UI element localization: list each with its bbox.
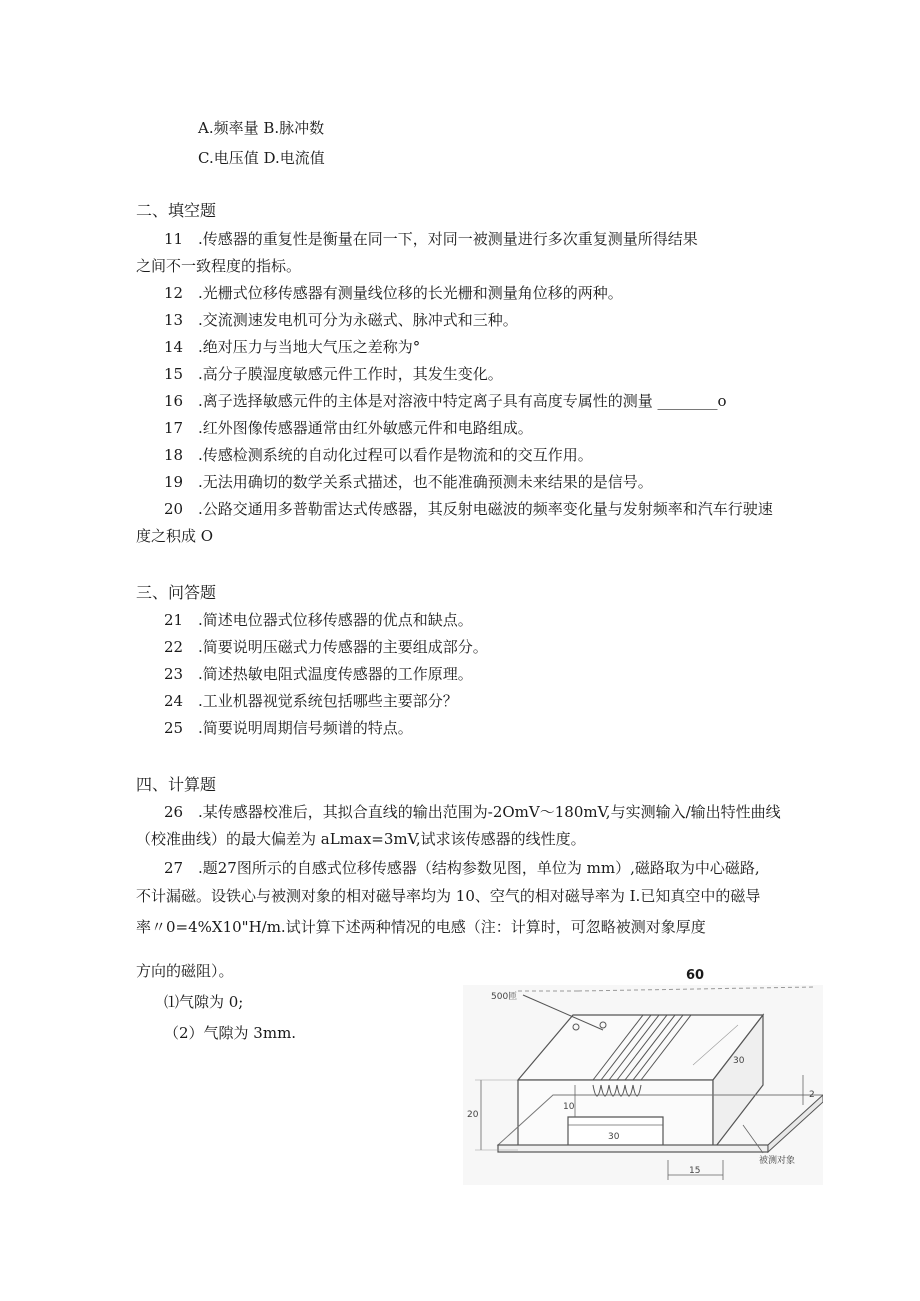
dimension-20: 20 bbox=[467, 1110, 479, 1120]
choice-line-ab: A.频率量 B.脉冲数 bbox=[198, 119, 325, 137]
question-number: 24 bbox=[164, 692, 184, 710]
question-text: .光栅式位移传感器有测量线位移的长光栅和测量角位移的两种。 bbox=[198, 284, 623, 302]
question-26 bbox=[164, 802, 781, 822]
question-27-line4: 方向的磁阻）。 bbox=[136, 962, 234, 980]
question-25 bbox=[164, 718, 413, 738]
question-number: 17 bbox=[164, 419, 184, 437]
question-12 bbox=[164, 283, 623, 303]
choice-line-cd: C.电压值 D.电流值 bbox=[198, 149, 325, 167]
question-number: 22 bbox=[164, 638, 184, 656]
question-number: 27 bbox=[164, 859, 184, 877]
question-27-case2: （2）气隙为 3mm. bbox=[164, 1024, 297, 1042]
question-27-case1: ⑴气隙为 0; bbox=[164, 993, 244, 1011]
question-number: 26 bbox=[164, 803, 184, 821]
question-15 bbox=[164, 364, 503, 384]
question-number: 25 bbox=[164, 719, 184, 737]
section-title-calc: 四、计算题 bbox=[136, 775, 217, 794]
question-26-continued: （校准曲线）的最大偏差为 aLmax=3mV,试求该传感器的线性度。 bbox=[136, 830, 586, 848]
question-text: .交流测速发电机可分为永磁式、脉冲式和三种。 bbox=[198, 311, 518, 329]
question-16 bbox=[164, 391, 727, 411]
question-text: .简要说明周期信号频谱的特点。 bbox=[198, 719, 413, 737]
question-text: .简要说明压磁式力传感器的主要组成部分。 bbox=[198, 638, 488, 656]
dimension-15: 15 bbox=[689, 1166, 701, 1176]
question-number: 20 bbox=[164, 500, 184, 518]
question-24 bbox=[164, 691, 458, 711]
figure-top-dimension: 60 bbox=[686, 968, 705, 983]
question-23 bbox=[164, 664, 473, 684]
question-text: .绝对压力与当地大气压之差称为° bbox=[198, 338, 421, 356]
question-text: .题27图所示的自感式位移传感器（结构参数见图，单位为 mm）,磁路取为中心磁路, bbox=[198, 859, 760, 877]
question-21 bbox=[164, 610, 473, 630]
question-text: .传感器的重复性是衡量在同一下，对同一被测量进行多次重复测量所得结果 bbox=[198, 230, 698, 248]
question-27 bbox=[164, 858, 760, 878]
question-27-line3: 率〃0=4%X10"H/m.试计算下述两种情况的电感（注：计算时，可忽略被测对象厚度 bbox=[136, 918, 706, 936]
turns-label: 500匝 bbox=[491, 992, 518, 1002]
question-text: .红外图像传感器通常由红外敏感元件和电路组成。 bbox=[198, 419, 533, 437]
question-27-line2: 不计漏磁。设铁心与被测对象的相对磁导率均为 10、空气的相对磁导率为 I.已知真空中的磁导 bbox=[136, 887, 761, 905]
measured-object-label: 被测对象 bbox=[759, 1156, 796, 1166]
sensor-diagram bbox=[463, 985, 823, 1185]
dimension-10: 10 bbox=[563, 1102, 575, 1112]
question-number: 13 bbox=[164, 311, 184, 329]
question-number: 16 bbox=[164, 392, 184, 410]
sensor-figure bbox=[463, 985, 823, 1185]
question-text: .某传感器校准后，其拟合直线的输出范围为-2OmV～180mV,与实测输入/输出特性曲线 bbox=[198, 803, 781, 821]
dimension-30-gap: 30 bbox=[608, 1132, 620, 1142]
question-20 bbox=[164, 499, 773, 519]
question-number: 15 bbox=[164, 365, 184, 383]
question-number: 11 bbox=[164, 230, 184, 248]
question-13 bbox=[164, 310, 518, 330]
question-11-continued: 之间不一致程度的指标。 bbox=[136, 257, 302, 275]
question-11 bbox=[164, 229, 698, 249]
question-text: .工业机器视觉系统包括哪些主要部分？ bbox=[198, 692, 458, 710]
question-text: .简述电位器式位移传感器的优点和缺点。 bbox=[198, 611, 473, 629]
question-text: .简述热敏电阻式温度传感器的工作原理。 bbox=[198, 665, 473, 683]
question-20-continued: 度之积成 O bbox=[136, 527, 214, 545]
question-text: .无法用确切的数学关系式描述，也不能准确预测未来结果的是信号。 bbox=[198, 473, 653, 491]
question-number: 21 bbox=[164, 611, 184, 629]
question-text: .离子选择敏感元件的主体是对溶液中特定离子具有高度专属性的测量 ________o bbox=[198, 392, 727, 410]
dimension-30-depth: 30 bbox=[733, 1056, 745, 1066]
section-title-fill-blank: 二、填空题 bbox=[136, 201, 217, 220]
question-number: 23 bbox=[164, 665, 184, 683]
question-14 bbox=[164, 337, 420, 357]
question-number: 18 bbox=[164, 446, 184, 464]
question-text: .高分子膜湿度敏感元件工作时，其发生变化。 bbox=[198, 365, 503, 383]
question-text: .公路交通用多普勒雷达式传感器，其反射电磁波的频率变化量与发射频率和汽车行驶速 bbox=[198, 500, 773, 518]
question-22 bbox=[164, 637, 488, 657]
question-19 bbox=[164, 472, 653, 492]
question-text: .传感检测系统的自动化过程可以看作是物流和的交互作用。 bbox=[198, 446, 593, 464]
question-number: 12 bbox=[164, 284, 184, 302]
section-title-qa: 三、问答题 bbox=[136, 583, 217, 602]
dimension-2: 2 bbox=[809, 1090, 815, 1100]
question-17 bbox=[164, 418, 533, 438]
question-18 bbox=[164, 445, 593, 465]
question-number: 14 bbox=[164, 338, 184, 356]
question-number: 19 bbox=[164, 473, 184, 491]
